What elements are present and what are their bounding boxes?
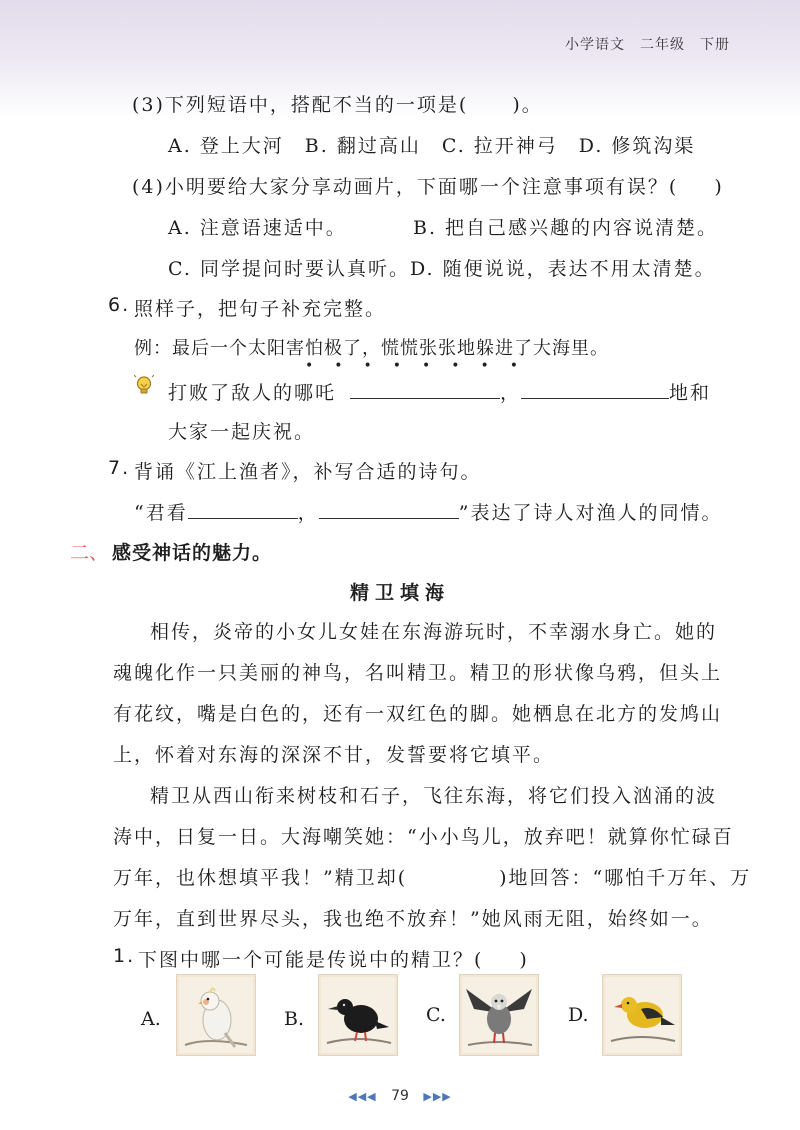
emphasis-dots: •••••••• — [305, 358, 540, 374]
q6-number: 6. — [108, 294, 131, 316]
gray-bird-icon — [460, 975, 538, 1055]
q4-stem — [132, 172, 724, 199]
q6-line1-end: 地和 — [669, 382, 712, 404]
q-bird-stem — [138, 945, 529, 972]
q6-blank-2[interactable] — [521, 380, 669, 399]
page-footer — [0, 1088, 800, 1104]
q7-comma: ， — [297, 502, 319, 524]
passage-line-start: 万年，也休想填平我！”精卫却( — [113, 867, 408, 889]
q3-stem — [132, 90, 543, 117]
q6-line2: 大家一起庆祝。 — [168, 421, 316, 443]
section-number: 二、 — [70, 542, 109, 564]
q4-stem-text: (4)小明要给大家分享动画片，下面哪一个注意事项有误？( — [132, 176, 679, 198]
page-number: 79 — [391, 1088, 409, 1104]
q7-stem: 背诵《江上渔者》，补写合适的诗句。 — [134, 461, 482, 483]
passage-line: 魂魄化作一只美丽的神鸟，名叫精卫。精卫的形状像乌鸦，但头上 — [113, 662, 723, 684]
passage-line: 上，怀着对东海的深深不甘，发誓要将它填平。 — [113, 744, 555, 766]
q7-line — [134, 498, 722, 525]
passage-title: 精卫填海 — [349, 582, 450, 604]
q7-blank-1[interactable] — [188, 500, 298, 519]
option-a-label: A. — [141, 1008, 161, 1030]
q3-stem-text: (3)下列短语中，搭配不当的一项是( — [132, 94, 469, 116]
option-d-card[interactable] — [602, 974, 682, 1056]
q4-option-a: A. 注意语速适中。 — [168, 217, 347, 239]
q6-example: 例：最后一个太阳害怕极了，慌慌张张地躲进了大海里。 — [134, 338, 609, 359]
passage-line: 涛中，日复一日。大海嘲笑她：“小小鸟儿，放弃吧！就算你忙碌百 — [113, 826, 734, 848]
q6-stem: 照样子，把句子补充完整。 — [134, 298, 387, 320]
section-title: 感受神话的魅力。 — [112, 542, 273, 564]
passage-line: 相传，炎帝的小女儿女娃在东海游玩时，不幸溺水身亡。她的 — [150, 621, 718, 643]
option-b-label: B. — [284, 1008, 305, 1030]
q3-stem-end: )。 — [512, 94, 543, 116]
next-arrows-icon[interactable]: ▶▶▶ — [423, 1090, 452, 1103]
q4-stem-end: ) — [714, 176, 724, 198]
passage-line: 万年，直到世界尽头，我也绝不放弃！”她风雨无阻，始终如一。 — [113, 908, 713, 930]
prev-arrows-icon[interactable]: ◀◀◀ — [348, 1090, 377, 1103]
option-c-card[interactable] — [459, 974, 539, 1056]
q7-number: 7. — [108, 457, 131, 479]
passage-line: 精卫从西山衔来树枝和石子，飞往东海，将它们投入汹涌的波 — [150, 785, 718, 807]
q6-blank-1[interactable] — [350, 380, 500, 399]
q-bird-stem-text: 下图中哪一个可能是传说中的精卫？( — [138, 949, 484, 971]
passage-line-end: )地回答：“哪怕千万年、万 — [499, 867, 752, 889]
black-crow-icon — [319, 975, 397, 1055]
option-a-card[interactable] — [176, 974, 256, 1056]
q6-line1 — [168, 378, 711, 405]
yellow-bird-icon — [603, 975, 681, 1055]
q-bird-number: 1. — [113, 945, 136, 967]
book-header: 小学语文 二年级 下册 — [565, 37, 730, 53]
q7-line-start: “君看 — [134, 502, 188, 524]
q4-option-b: B. 把自己感兴趣的内容说清楚。 — [413, 217, 719, 239]
q6-comma: ， — [500, 382, 522, 404]
lightbulb-icon — [134, 375, 154, 397]
q3-options: A. 登上大河 B. 翻过高山 C. 拉开神弓 D. 修筑沟渠 — [168, 135, 696, 157]
passage-line — [113, 863, 751, 890]
option-c-label: C. — [426, 1004, 446, 1026]
option-b-card[interactable] — [318, 974, 398, 1056]
q7-blank-2[interactable] — [319, 500, 459, 519]
passage-line: 有花纹，嘴是白色的，还有一双红色的脚。她栖息在北方的发鸠山 — [113, 703, 723, 725]
q4-option-cd: C. 同学提问时要认真听。D. 随便说说，表达不用太清楚。 — [168, 258, 716, 280]
q7-line-end: ”表达了诗人对渔人的同情。 — [458, 502, 723, 524]
white-bird-icon — [177, 975, 255, 1055]
q-bird-stem-end: ) — [519, 949, 529, 971]
option-d-label: D. — [568, 1004, 589, 1026]
q6-line1-text: 打败了敌人的哪吒 — [168, 382, 337, 404]
